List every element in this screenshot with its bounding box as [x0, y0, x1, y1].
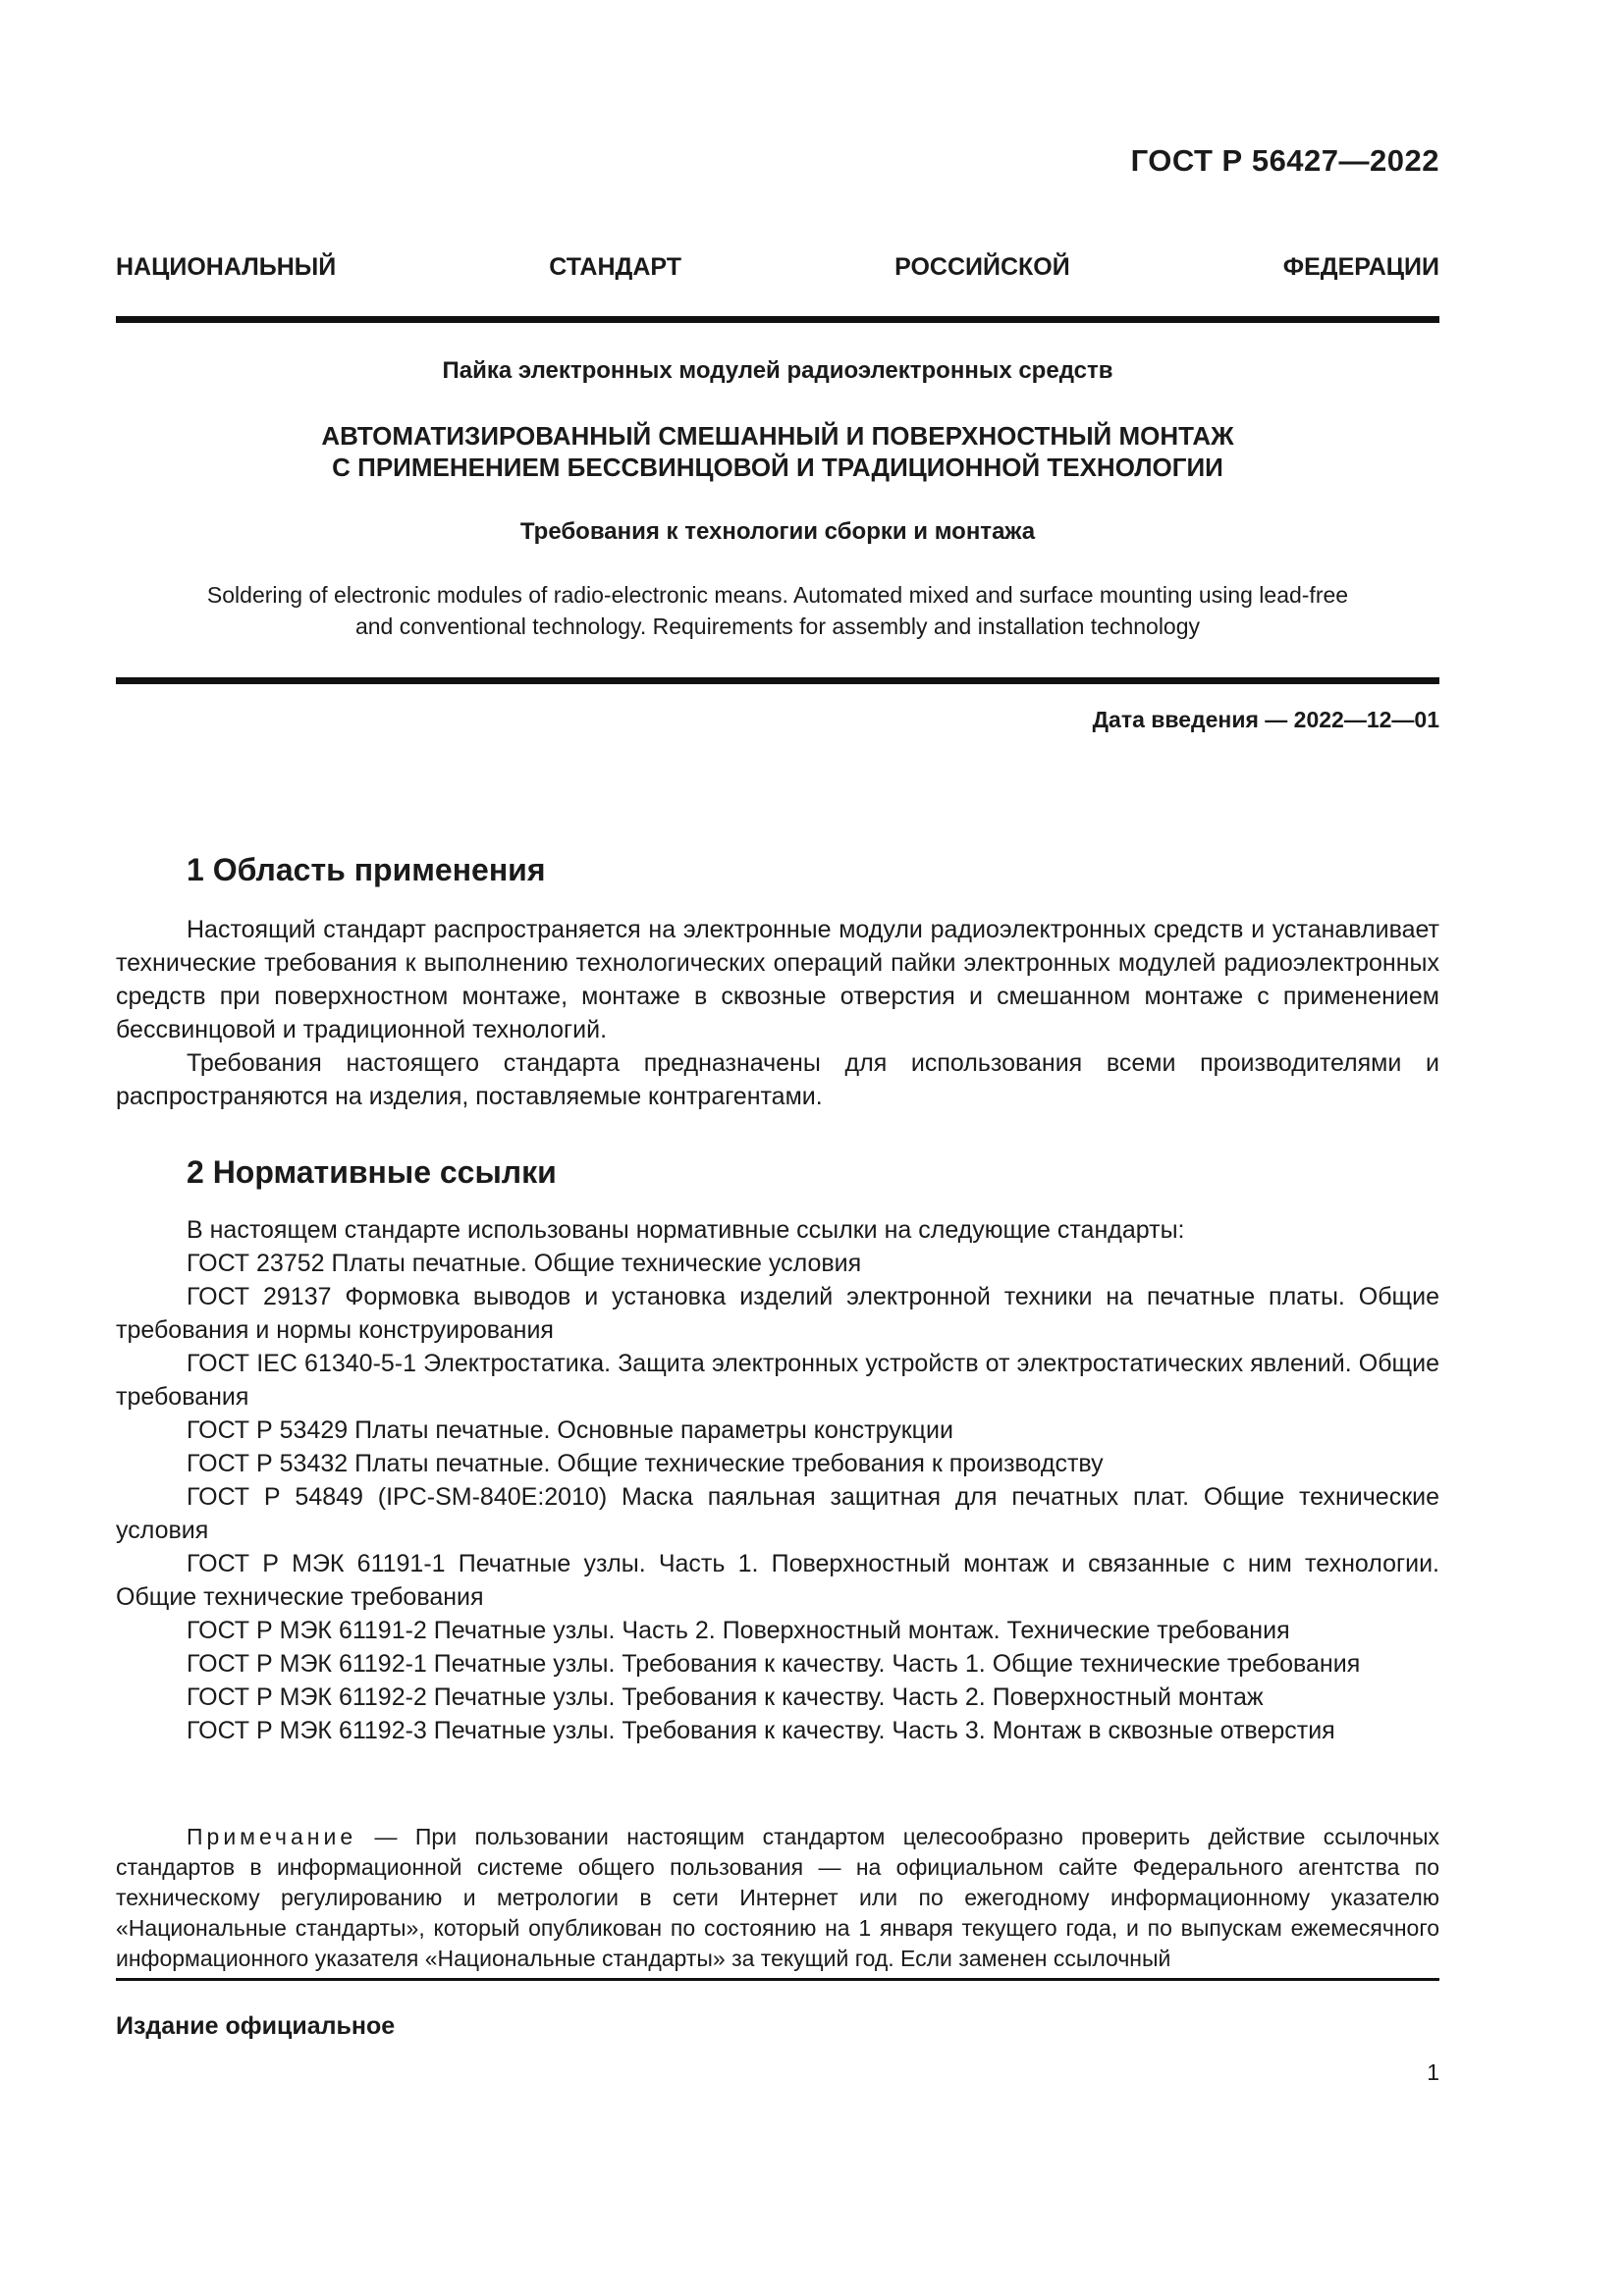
reference-item: ГОСТ IEC 61340-5-1 Электростатика. Защита электронных устройств от электростатических явлений. Общие требования: [116, 1350, 1439, 1411]
document-number: ГОСТ Р 56427—2022: [1130, 143, 1439, 178]
section-1-body: [116, 913, 1439, 1113]
title-rule: [116, 677, 1439, 684]
reference-item: ГОСТ Р МЭК 61192-2 Печатные узлы. Требования к качеству. Часть 2. Поверхностный монтаж: [187, 1683, 1264, 1711]
national-standard-banner: НАЦИОНАЛЬНЫЙ СТАНДАРТ РОССИЙСКОЙ ФЕДЕРАЦИИ: [116, 253, 1439, 281]
note-label: Примечание: [187, 1824, 357, 1849]
title-line-1: АВТОМАТИЗИРОВАННЫЙ СМЕШАННЫЙ И ПОВЕРХНОСТНЫЙ МОНТАЖ: [321, 421, 1234, 451]
reference-item: ГОСТ Р МЭК 61191-2 Печатные узлы. Часть 2. Поверхностный монтаж. Технические требования: [187, 1617, 1290, 1644]
note-paragraph: [116, 1822, 1439, 1974]
reference-item: ГОСТ Р 54849 (IPC-SM-840E:2010) Маска паяльная защитная для печатных плат. Общие технические условия: [116, 1483, 1439, 1544]
english-title-line-1: Soldering of electronic modules of radio-electronic means. Automated mixed and surface mounting using lead-free: [206, 582, 1349, 608]
reference-item: ГОСТ 29137 Формовка выводов и установка изделий электронной техники на печатные платы. Общие требования и нормы конструирования: [116, 1283, 1439, 1344]
official-edition-label: Издание официальное: [116, 2012, 396, 2040]
page-number: 1: [1427, 2059, 1439, 2085]
reference-item: ГОСТ Р МЭК 61192-3 Печатные узлы. Требования к качеству. Часть 3. Монтаж в сквозные отверстия: [187, 1717, 1335, 1744]
note-block: [116, 1822, 1439, 1974]
reference-item: ГОСТ 23752 Платы печатные. Общие технические условия: [187, 1250, 862, 1277]
document-subtitle: Требования к технологии сборки и монтажа: [519, 518, 1036, 545]
paragraph: Настоящий стандарт распространяется на электронные модули радиоэлектронных средств и устанавливает технические требования к выполнению технологических операций пайки электронных модулей радиоэлектронных средств при поверхностном монтаже, монтаже в сквозные отверстия и смешанном монтаже с применением бессвинцовой и традиционной технологий.: [116, 916, 1439, 1043]
reference-item: ГОСТ Р МЭК 61192-1 Печатные узлы. Требования к качеству. Часть 1. Общие технические требования: [187, 1650, 1361, 1678]
section-2-body: [116, 1213, 1439, 1747]
note-text: — При пользовании настоящим стандартом целесообразно проверить действие ссылочных стандартов в информационной системе общего пользования — на официальном сайте Федерального агентства по техническому регулированию и метрологии в сети Интернет или по ежегодному информационному указателю «Национальные стандарты», который опубликован по состоянию на 1 января текущего года, и по выпускам ежемесячного информационного указателя «Национальные стандарты» за текущий год. Если заменен ссылочный: [116, 1824, 1439, 1971]
document-title: [116, 420, 1439, 483]
paragraph: В настоящем стандарте использованы нормативные ссылки на следующие стандарты:: [187, 1216, 1185, 1244]
paragraph: Требования настоящего стандарта предназначены для использования всеми производителями и распространяются на изделия, поставляемые контрагентами.: [116, 1049, 1439, 1110]
english-title-line-2: and conventional technology. Requirements for assembly and installation technology: [354, 614, 1201, 639]
section-1-heading: 1 Область применения: [187, 852, 546, 887]
title-line-2: С ПРИМЕНЕНИЕМ БЕССВИНЦОВОЙ И ТРАДИЦИОННОЙ ТЕХНОЛОГИИ: [332, 453, 1223, 482]
introduction-date: Дата введения — 2022—12—01: [1092, 707, 1439, 732]
reference-item: ГОСТ Р 53429 Платы печатные. Основные параметры конструкции: [187, 1416, 953, 1444]
document-subject: Пайка электронных модулей радиоэлектронных средств: [442, 357, 1113, 384]
english-title: [116, 579, 1439, 642]
section-2-heading: 2 Нормативные ссылки: [187, 1154, 557, 1190]
reference-item: ГОСТ Р 53432 Платы печатные. Общие технические требования к производству: [187, 1450, 1104, 1477]
reference-item: ГОСТ Р МЭК 61191-1 Печатные узлы. Часть 1. Поверхностный монтаж и связанные с ним технологии. Общие технические требования: [116, 1550, 1439, 1611]
header-rule: [116, 316, 1439, 323]
footer-rule: [116, 1978, 1439, 1981]
